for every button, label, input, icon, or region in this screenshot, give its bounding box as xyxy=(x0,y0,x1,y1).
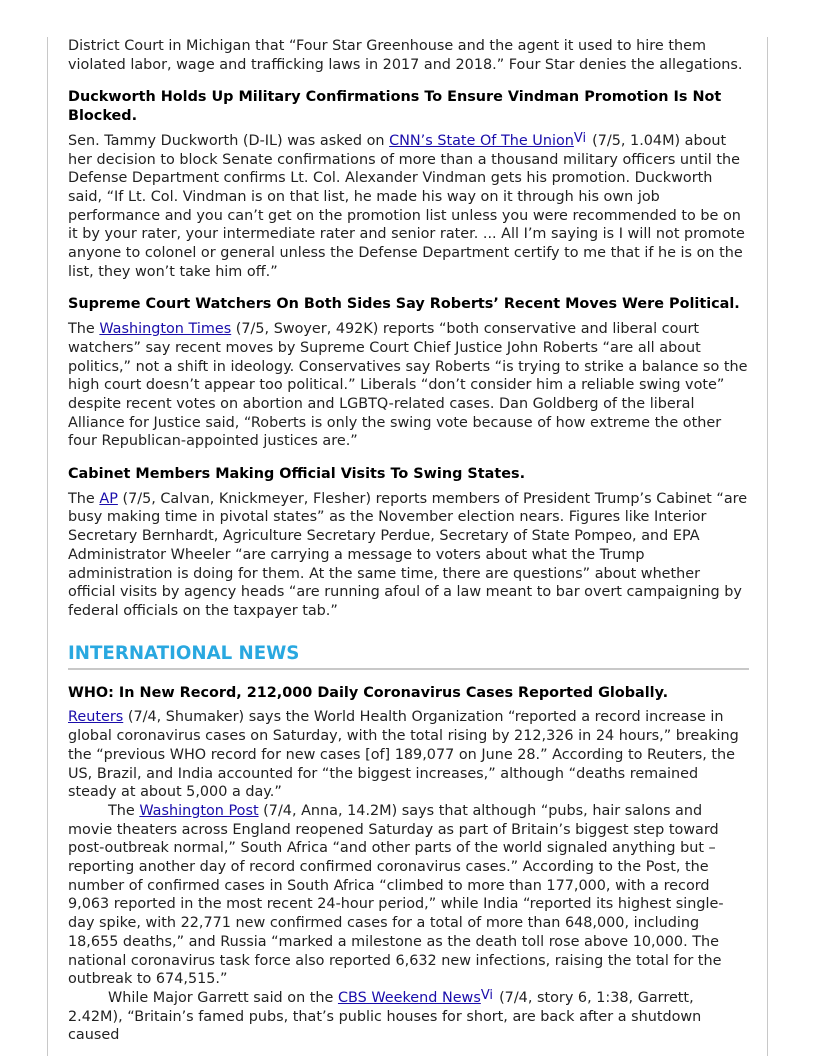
body-text: (7/4, Anna, 14.2M) says that although “pubs, hair salons and movie theaters across England reopened Saturday as part of Britain’s biggest step toward post-outbreak normal,” South Africa “and other parts of the world signaled anything but – reporting another day of record confirmed coronavirus cases.” According to the Post, the number of confirmed cases in South Africa “climbed to more than 177,000, with a record 9,063 reported in the most recent 24-hour period,” while India “reported its highest single-day spike, with 22,771 new confirmed cases for a total of more than 648,000, including 18,655 deaths,” and Russia “marked a milestone as the death toll rose above 10,000. The national coronavirus task force also reported 6,632 new infections, raising the total for the outbreak to 674,515.” xyxy=(68,802,724,988)
article-body xyxy=(68,989,749,1045)
video-link-icon[interactable]: Vi xyxy=(573,130,587,146)
article-body xyxy=(68,132,749,282)
source-link-cbs-weekend-news[interactable]: CBS Weekend News xyxy=(337,989,481,1006)
article-duckworth xyxy=(68,88,749,281)
source-link-cnn-state-of-the-union[interactable]: CNN’s State Of The Union xyxy=(389,132,574,149)
video-link-icon[interactable]: Vi xyxy=(480,987,494,1003)
source-link-washington-times[interactable]: Washington Times xyxy=(99,321,232,338)
article-headline: Duckworth Holds Up Military Confirmations To Ensure Vindman Promotion Is Not Blocked. xyxy=(68,89,722,125)
article-headline: WHO: In New Record, 212,000 Daily Coronavirus Cases Reported Globally. xyxy=(68,684,669,701)
body-text: (7/5, 1.04M) about her decision to block Senate confirmations of more than a thousand military officers until the Defense Department confirms Lt. Col. Alexander Vindman gets his promotion. Duckworth said, “If Lt. Col. Vindman is on that list, he made his way on it through his own job performance and you can’t get on the promotion list unless you were recommended to be on it by your rater, your intermediate rater and senior rater. ... All I’m saying is I will not promote anyone to colonel or general unless the Defense Department certify to me that if he is on the list, they won’t take him off.” xyxy=(68,132,745,280)
source-link-washington-post[interactable]: Washington Post xyxy=(139,802,259,819)
body-text: (7/5, Calvan, Knickmeyer, Flesher) reports members of President Trump’s Cabinet “are busy making time in pivotal states” as the November election nears. Figures like Interior Secretary Bernhardt, Agriculture Secretary Perdue, Secretary of State Pompeo, and EPA Administrator Wheeler “are carrying a message to voters about what the Trump administration is doing for them. At the same time, there are questions” about whether official visits by agency heads “are running afoul of a law meant to bar overt campaigning by federal officials on the taxpayer tab.” xyxy=(68,490,748,619)
body-text: Sen. Tammy Duckworth (D-IL) was asked on xyxy=(68,132,390,149)
source-link-ap[interactable]: AP xyxy=(99,490,118,507)
article-headline: Cabinet Members Making Official Visits To Swing States. xyxy=(68,466,526,483)
body-text: (7/4, Shumaker) says the World Health Organization “reported a record increase in global coronavirus cases on Saturday, with the total rising by 212,326 in 24 hours,” breaking the “previous WHO record for new cases [of] 189,077 on June 28.” According to Reuters, the US, Brazil, and India accounted for “the biggest increases,” although “deaths remained steady at about 5,000 a day.” xyxy=(68,709,739,801)
section-heading-international-news: INTERNATIONAL NEWS xyxy=(68,642,749,670)
article-body xyxy=(68,320,749,451)
body-text: (7/4, story 6, 1:38, Garrett, 2.42M), “Britain’s famed pubs, that’s public houses for short, are back after a shutdown caused xyxy=(68,989,702,1044)
article-body xyxy=(68,708,749,802)
body-text: (7/5, Swoyer, 492K) reports “both conservative and liberal court watchers” say recent moves by Supreme Court Chief Justice John Roberts “are all about politics,” not a shift in ideology. Conservatives say Roberts “is trying to strike a balance so the high court doesn’t appear too political.” Liberals “don’t consider him a reliable swing vote” despite recent votes on abortion and LGBTQ-related cases. Dan Goldberg of the liberal Alliance for Justice said, “Roberts is only the swing vote because of how extreme the other four Republican-appointed justices are.” xyxy=(68,321,748,450)
article-headline: Supreme Court Watchers On Both Sides Say Roberts’ Recent Moves Were Political. xyxy=(68,296,740,313)
body-text: The xyxy=(68,321,100,338)
intro-paragraph-tail: District Court in Michigan that “Four Star Greenhouse and the agent it used to hire them violated labor, wage and trafficking laws in 2017 and 2018.” Four Star denies the allegations. xyxy=(68,38,743,73)
article-body xyxy=(68,802,749,989)
body-text: While Major Garrett said on the xyxy=(108,989,338,1006)
body-text: The xyxy=(108,802,140,819)
article-cabinet-visits xyxy=(68,465,749,621)
body-text: The xyxy=(68,490,100,507)
article-body xyxy=(68,490,749,621)
news-document xyxy=(68,37,749,1045)
article-who-record-cases xyxy=(68,684,749,1045)
article-supreme-court xyxy=(68,295,749,451)
source-link-reuters[interactable]: Reuters xyxy=(68,709,124,726)
